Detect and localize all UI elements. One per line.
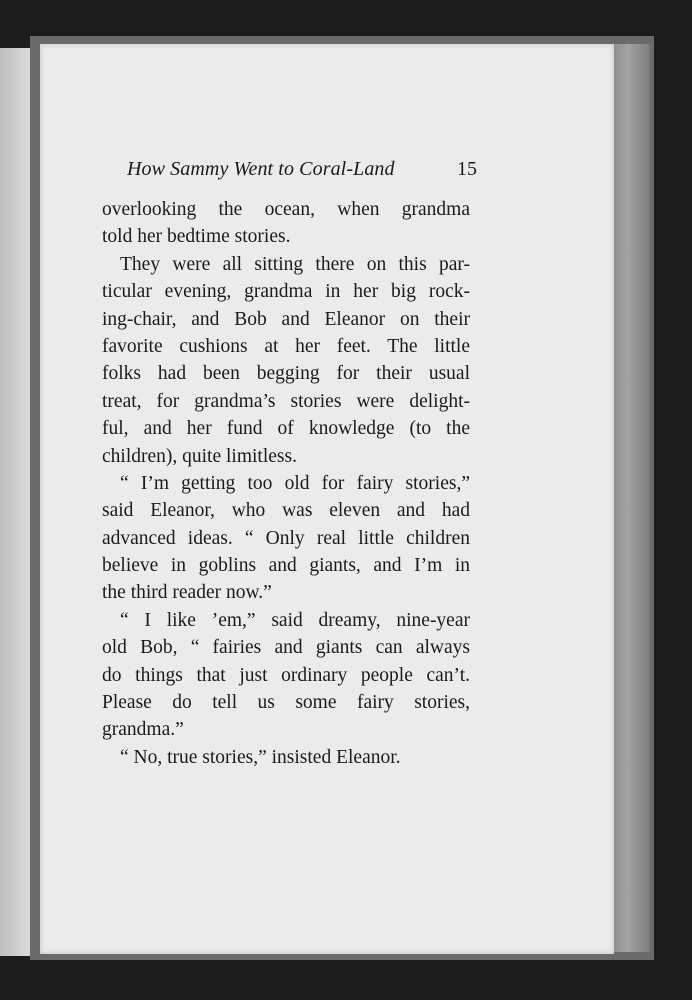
page-number: 15 [457,158,477,180]
text-line: ing-chair, and Bob and Eleanor on their [102,308,470,330]
text-line: Please do tell us some fairy stories, [102,692,470,714]
text-line: believe in goblins and giants, and I’m in [102,555,470,577]
text-line: told her bedtime stories. [102,226,291,248]
text-line: do things that just ordinary people can’t. [102,664,470,686]
text-line: treat, for grandma’s stories were delight- [102,390,470,412]
text-line: ful, and her fund of knowledge (to the [102,418,470,440]
text-line: They were all sitting there on this par- [120,253,470,275]
book-cover-edge [612,44,650,952]
text-line: “ No, true stories,” insisted Eleanor. [120,746,401,768]
text-line: overlooking the ocean, when grandma [102,199,470,220]
text-line: “ I’m getting too old for fairy stories,” [120,472,470,494]
text-line: grandma.” [102,719,184,741]
text-line: favorite cushions at her feet. The little [102,335,470,357]
text-line: ticular evening, grandma in her big rock- [102,281,470,303]
text-line: “ I like ’em,” said dreamy, nine-year [120,609,470,631]
running-title: How Sammy Went to Coral-Land [127,158,395,180]
text-line: said Eleanor, who was eleven and had [102,500,470,522]
text-line: the third reader now.” [102,582,272,604]
text-line: children), quite limitless. [102,445,297,467]
text-line: folks had been begging for their usual [102,363,470,385]
text-line: old Bob, “ fairies and giants can always [102,637,470,659]
body-text [102,196,470,771]
running-head [127,158,477,186]
text-line: advanced ideas. “ Only real little children [102,527,470,549]
